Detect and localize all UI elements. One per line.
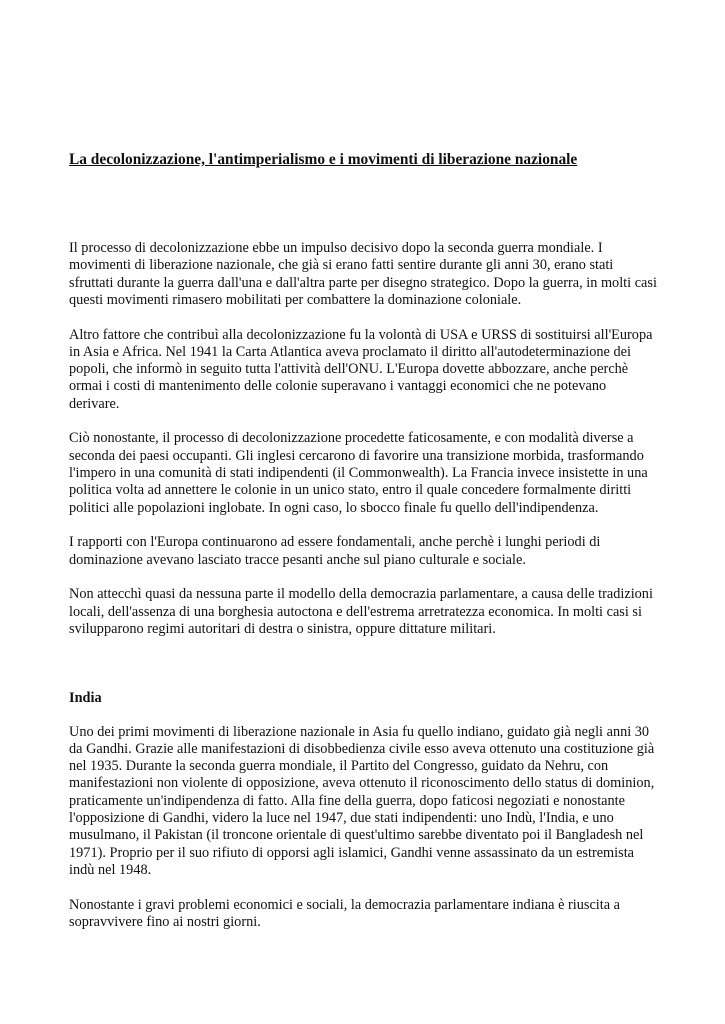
document-page [69,148,659,949]
document-title: La decolonizzazione, l'antimperialismo e i movimenti di liberazione nazionale [69,151,578,168]
intro-section [69,240,659,638]
paragraph: Nonostante i gravi problemi economici e sociali, la democrazia parlamentare indiana è riuscita a sopravvivere fino ai nostri giorni. [69,896,620,930]
paragraph: Uno dei primi movimenti di liberazione nazionale in Asia fu quello indiano, guidato già negli anni 30 da Gandhi. Grazie alle manifestazioni di disobbedienza civile esso aveva ottenuto una costituzione già nel 1935. Durante la seconda guerra mondiale, il Partito del Congresso, guidato da Nehru, con manifestazioni non violente di opposizione, aveva ottenuto il riconoscimento dello status di dominion, praticamente un'indipendenza di fatto. Alla fine della guerra, dopo faticosi negoziati e nonostante l'opposizione di Gandhi, videro la luce nel 1947, due stati indipendenti: uno Indù, l'India, e uno musulmano, il Pakistan (il troncone orientale di quest'ultimo sarebbe diventato poi il Bangladesh nel 1971). Proprio per il suo rifiuto di opporsi agli islamici, Gandhi venne assassinato da un estremista indù nel 1948. [69,723,655,878]
paragraph: Il processo di decolonizzazione ebbe un impulso decisivo dopo la seconda guerra mondiale. I movimenti di liberazione nazionale, che già si erano fatti sentire durante gli anni 30, erano stati sfruttati durante la guerra dall'una e dall'altra parte per disegno strategico. Dopo la guerra, in molti casi questi movimenti rimasero mobilitati per combattere la dominazione coloniale. [69,240,657,308]
paragraph: I rapporti con l'Europa continuarono ad essere fondamentali, anche perchè i lunghi periodi di dominazione avevano lasciato tracce pesanti anche sul piano culturale e sociale. [69,534,601,568]
paragraph: Ciò nonostante, il processo di decolonizzazione procedette faticosamente, e con modalità diverse a seconda dei paesi occupanti. Gli inglesi cercarono di favorire una transizione morbida, trasformando l'impero in una comunità di stati indipendenti (il Commonwealth). La Francia invece insistette in una politica volta ad annettere le colonie in un unico stato, entro il quale concedere formalmente diritti politici alle popolazioni inglobate. In ogni caso, lo sbocco finale fu quello dell'indipendenza. [69,430,648,516]
paragraph: Altro fattore che contribuì alla decolonizzazione fu la volontà di USA e URSS di sostituirsi all'Europa in Asia e Africa. Nel 1941 la Carta Atlantica aveva proclamato il diritto all'autodeterminazione dei popoli, che informò in seguito tutta l'attività dell'ONU. L'Europa dovette abbozzare, anche perchè ormai i costi di mantenimento delle colonie superavano i vantaggi economici che ne potevano derivare. [69,326,653,412]
india-section [69,690,659,931]
section-heading: India [69,690,102,707]
paragraph: Non attecchì quasi da nessuna parte il modello della democrazia parlamentare, a causa delle tradizioni locali, dell'assenza di una borghesia autoctona e dell'estrema arretratezza economica. In molti casi si svilupparono regimi autoritari di destra o sinistra, oppure dittature militari. [69,586,653,637]
